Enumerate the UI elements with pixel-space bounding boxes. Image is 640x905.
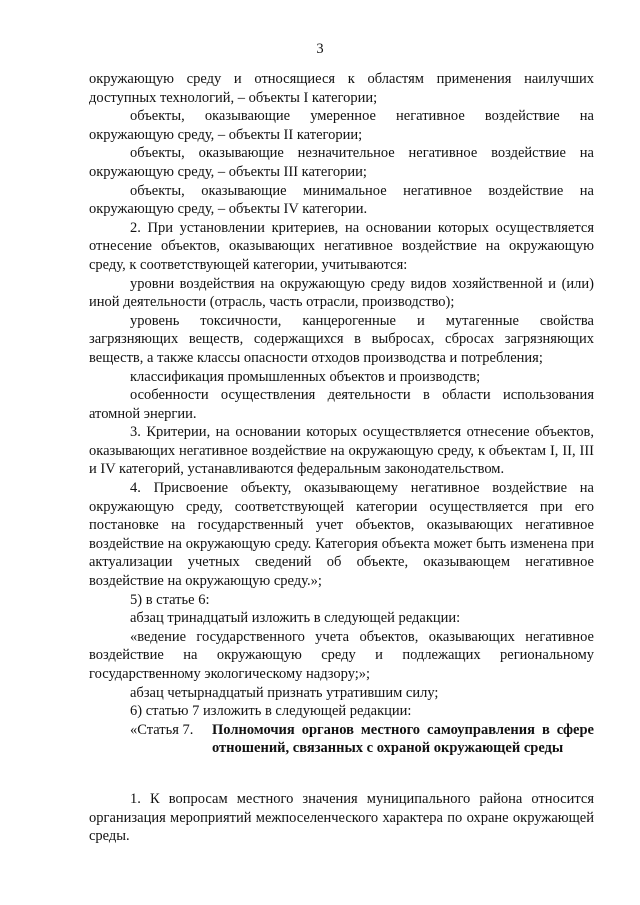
paragraph: объекты, оказывающие незначительное негативное воздействие на окружающую среду, – объекты III категории;: [89, 145, 594, 180]
paragraph: 3. Критерии, на основании которых осуществляется отнесение объектов, оказывающих негативное воздействие на окружающую среду, к объектам I, II, III и IV категорий, устанавливаются федеральным законодательством.: [89, 424, 594, 478]
paragraph: 2. При установлении критериев, на основании которых осуществляется отнесение объектов, оказывающих негативное воздействие на окружающую среду, к соответствующей категории, учитываются:: [89, 219, 594, 273]
document-body: [89, 70, 594, 846]
paragraph: уровни воздействия на окружающую среду видов хозяйственной и (или) иной деятельности (отрасль, часть отрасли, производство);: [89, 275, 594, 311]
article-heading: [89, 721, 594, 758]
page-number: 3: [316, 41, 324, 57]
paragraph: окружающую среду и относящиеся к областям применения наилучших доступных технологий, – объекты I категории;: [89, 71, 594, 106]
paragraph: объекты, оказывающие минимальное негативное воздействие на окружающую среду, – объекты IV категории.: [89, 182, 594, 218]
paragraph: объекты, оказывающие умеренное негативное воздействие на окружающую среду, – объекты II категории;: [89, 108, 594, 143]
paragraph: 6) статью 7 изложить в следующей редакции:: [130, 703, 412, 720]
paragraph: 4. Присвоение объекту, оказывающему негативное воздействие на окружающую среду, соответствующей категории осуществляется при его постановке на государственный учет объектов, оказывающих негативное воздействие на окружающую среду. Категория объекта может быть изменена при актуализации учетных сведений об объекте, оказывающем негативное воздействие на окружающую среду.»;: [89, 480, 594, 590]
paragraph-list: [89, 70, 594, 721]
spacer: [89, 758, 594, 790]
article-title: Полномочия органов местного самоуправления в сфере отношений, связанных с охраной окружающей среды: [212, 721, 594, 757]
paragraph: «ведение государственного учета объектов, оказывающих негативное воздействие на окружающую среду и подлежащих региональному государственному экологическому надзору;»;: [89, 628, 594, 682]
closing-paragraph: 1. К вопросам местного значения муниципального района относится организация мероприятий межпоселенческого характера по охране окружающей среды.: [89, 790, 594, 845]
paragraph: особенности осуществления деятельности в области использования атомной энергии.: [89, 387, 594, 422]
paragraph: абзац тринадцатый изложить в следующей редакции:: [130, 610, 461, 627]
paragraph: абзац четырнадцатый признать утратившим силу;: [130, 684, 439, 701]
article-number: «Статья 7.: [130, 721, 194, 738]
paragraph: 5) в статье 6:: [130, 591, 210, 608]
paragraph: классификация промышленных объектов и производств;: [130, 368, 481, 385]
paragraph: уровень токсичности, канцерогенные и мутагенные свойства загрязняющих веществ, содержащихся в выбросах, сбросах загрязняющих веществ, а также классы опасности отходов производства и потребления;: [89, 312, 594, 366]
